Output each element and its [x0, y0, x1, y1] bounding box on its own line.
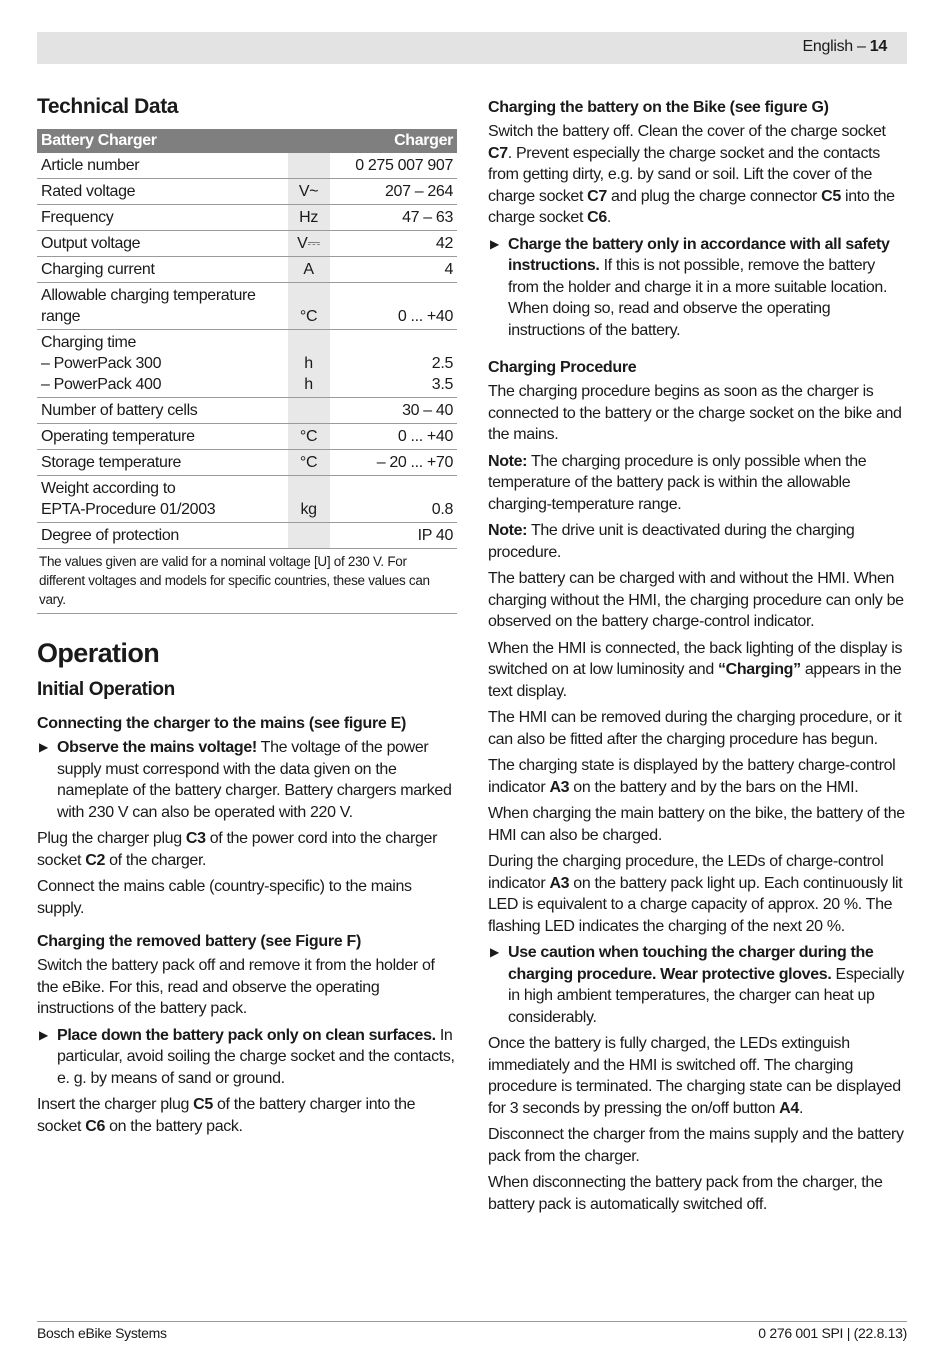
table-row	[37, 424, 457, 450]
table-row	[37, 330, 457, 398]
table-row	[37, 153, 457, 179]
connect-bullet-text: The voltage of the power supply must correspond with the data given on the nameplate of the battery charger. Battery chargers marked with 230 V can also be operated with 220 V.	[57, 739, 452, 821]
row-label-line: range	[41, 308, 81, 325]
row-unit: A	[288, 257, 330, 283]
row-unit: V⎓	[288, 231, 330, 257]
procedure-p9: Disconnect the charger from the mains supply and the battery pack from the charger.	[488, 1126, 904, 1165]
footer-right: 0 276 001 SPI | (22.8.13)	[758, 1325, 907, 1341]
row-label-line: Frequency	[41, 209, 114, 226]
procedure-p8: Once the battery is fully charged, the LEDs extinguish immediately and the HMI is switched off. The charging procedure is terminated. The charging state can be displayed for 3 seconds by pressing the on/off button A4.	[488, 1035, 901, 1117]
table-note: The values given are valid for a nominal voltage [U] of 230 V. For different voltages and models for specific countries, these values can vary.	[37, 549, 457, 614]
row-value: 4	[330, 257, 458, 283]
note-1: Note: The charging procedure is only possible when the temperature of the battery pack is within the allowable charging-temperature range.	[488, 452, 867, 513]
table-header-row	[37, 129, 457, 153]
removed-bullet-text: In particular, avoid soiling the charge socket and the contacts, e. g. by means of sand or ground.	[57, 1026, 455, 1087]
row-value: 207 – 264	[330, 179, 458, 205]
page-number: 14	[869, 38, 887, 55]
row-label	[37, 283, 288, 330]
triangle-right-icon: ▶	[39, 740, 48, 754]
header-separator: –	[852, 38, 870, 55]
connect-bullet	[37, 737, 457, 823]
row-label	[37, 450, 288, 476]
row-label	[37, 231, 288, 257]
removed-heading: Charging the removed battery (see Figure F)	[37, 933, 362, 950]
row-unit	[288, 398, 330, 424]
table-row	[37, 450, 457, 476]
row-label-line: Operating temperature	[41, 428, 195, 445]
row-label-line: – PowerPack 300	[41, 355, 162, 372]
removed-bullet	[37, 1025, 457, 1090]
removed-paragraph: Switch the battery pack off and remove it from the holder of the eBike. For this, read and observe the operating instructions of the battery pack.	[37, 957, 435, 1017]
row-label-line: Degree of protection	[41, 527, 179, 544]
row-unit: Hz	[288, 205, 330, 231]
row-unit: kg	[288, 476, 330, 523]
footer-left: Bosch eBike Systems	[37, 1325, 167, 1341]
row-label-line: Allowable charging temperature	[41, 287, 256, 304]
row-value: 42	[330, 231, 458, 257]
procedure-p2: The battery can be charged with and without the HMI. When charging without the HMI, the charging procedure can only be observed on the battery charge-control indicator.	[488, 570, 904, 630]
table-row	[37, 205, 457, 231]
footer-divider	[37, 1321, 907, 1322]
connect-heading: Connecting the charger to the mains (see figure E)	[37, 715, 407, 732]
procedure-p4: The HMI can be removed during the charging procedure, or it can also be fitted after the charging procedure has begun.	[488, 709, 902, 748]
row-label-line: Storage temperature	[41, 454, 182, 471]
page-header	[37, 32, 907, 64]
table-row	[37, 231, 457, 257]
procedure-p10: When disconnecting the battery pack from the charger, the battery pack is automatically switched off.	[488, 1174, 883, 1213]
row-unit: h h	[288, 330, 330, 398]
row-label	[37, 153, 288, 179]
row-label	[37, 424, 288, 450]
row-label-line: Weight according to	[41, 480, 176, 497]
row-label	[37, 476, 288, 523]
row-value: 0.8	[330, 476, 458, 523]
procedure-p1: The charging procedure begins as soon as the charger is connected to the battery or the charge socket on the bike and the mains.	[488, 383, 902, 443]
right-column	[488, 95, 908, 1220]
bike-bullet-bold: Charge the battery only in accordance with all safety instructions.	[508, 235, 890, 274]
row-label	[37, 398, 288, 424]
table-row	[37, 283, 457, 330]
row-label	[37, 179, 288, 205]
initial-operation-title: Initial Operation	[37, 679, 175, 700]
row-label-line: Charging current	[41, 261, 155, 278]
note-2: Note: The drive unit is deactivated during the charging procedure.	[488, 522, 855, 561]
mains-paragraph: Connect the mains cable (country-specific) to the mains supply.	[37, 878, 412, 917]
row-label-line: – PowerPack 400	[41, 376, 162, 393]
triangle-right-icon: ▶	[39, 1027, 48, 1042]
table-row	[37, 179, 457, 205]
header-language: English	[802, 38, 853, 55]
connect-bullet-bold: Observe the mains voltage!	[57, 739, 257, 756]
caution-bullet-bold: Use caution when touching the charger during the charging procedure. Wear protective gloves.	[508, 944, 874, 983]
insert-paragraph: Insert the charger plug C5 of the battery charger into the socket C6 on the battery pack.	[37, 1096, 416, 1135]
table-row	[37, 398, 457, 424]
row-value: 0 ... +40	[330, 424, 458, 450]
row-label-line: Charging time	[41, 334, 137, 351]
row-unit: °C	[288, 283, 330, 330]
left-column	[37, 95, 457, 1142]
table-row	[37, 523, 457, 549]
procedure-p7: During the charging procedure, the LEDs of charge-control indicator A3 on the battery pack light up. Each continuously lit LED is equivalent to a charge capacity of approx. 20 %. The flashing LED indicates the charging of the next 20 %.	[488, 853, 903, 935]
row-value: 0 275 007 907	[330, 153, 458, 179]
bike-bullet	[488, 234, 908, 342]
row-label	[37, 205, 288, 231]
row-unit: V~	[288, 179, 330, 205]
row-unit: °C	[288, 450, 330, 476]
triangle-right-icon: ▶	[490, 236, 499, 251]
bike-bullet-text: If this is not possible, remove the battery from the holder and charge it in a more suitable location. When doing so, read and observe the operating instructions of the battery.	[508, 257, 888, 339]
technical-data-table	[37, 129, 457, 549]
procedure-p6: When charging the main battery on the bike, the battery of the HMI can also be charged.	[488, 805, 905, 844]
table-row	[37, 257, 457, 283]
row-label-line: Article number	[41, 157, 140, 174]
plug-paragraph: Plug the charger plug C3 of the power cord into the charger socket C2 of the charger.	[37, 830, 438, 869]
procedure-p5: The charging state is displayed by the battery charge-control indicator A3 on the battery and by the bars on the HMI.	[488, 757, 896, 796]
caution-bullet-text: Especially in high ambient temperatures, the charger can heat up considerably.	[508, 965, 905, 1026]
row-value: 2.5 3.5	[330, 330, 458, 398]
table-header-left: Battery Charger	[37, 129, 330, 153]
row-label	[37, 523, 288, 549]
row-value: 30 – 40	[330, 398, 458, 424]
row-label-line: EPTA-Procedure 01/2003	[41, 501, 216, 518]
row-label	[37, 330, 288, 398]
procedure-p3: When the HMI is connected, the back lighting of the display is switched on at low luminosity and “Charging” appears in the text display.	[488, 639, 903, 700]
bike-paragraph: Switch the battery off. Clean the cover of the charge socket C7. Prevent especially the charge socket and the contacts from getting dirty, e.g. by sand or soil. Lift the cover of the charge socket C7 and plug the charge connector C5 into the charge socket C6.	[488, 123, 895, 226]
row-value: 47 – 63	[330, 205, 458, 231]
table-header-right: Charger	[330, 129, 458, 153]
caution-bullet	[488, 942, 908, 1028]
triangle-right-icon: ▶	[490, 945, 499, 959]
row-unit: °C	[288, 424, 330, 450]
row-label-line: Output voltage	[41, 235, 141, 252]
technical-data-title: Technical Data	[37, 95, 179, 118]
row-unit	[288, 523, 330, 549]
procedure-heading: Charging Procedure	[488, 359, 637, 376]
row-label	[37, 257, 288, 283]
row-value: IP 40	[330, 523, 458, 549]
operation-title: Operation	[37, 638, 160, 668]
table-body	[37, 153, 457, 549]
removed-bullet-bold: Place down the battery pack only on clean surfaces.	[57, 1026, 436, 1044]
row-value: 0 ... +40	[330, 283, 458, 330]
table-row	[37, 476, 457, 523]
row-value: – 20 ... +70	[330, 450, 458, 476]
row-label-line: Number of battery cells	[41, 402, 198, 419]
bike-heading: Charging the battery on the Bike (see figure G)	[488, 99, 829, 116]
row-label-line: Rated voltage	[41, 183, 136, 200]
header-text	[803, 38, 887, 56]
row-unit	[288, 153, 330, 179]
